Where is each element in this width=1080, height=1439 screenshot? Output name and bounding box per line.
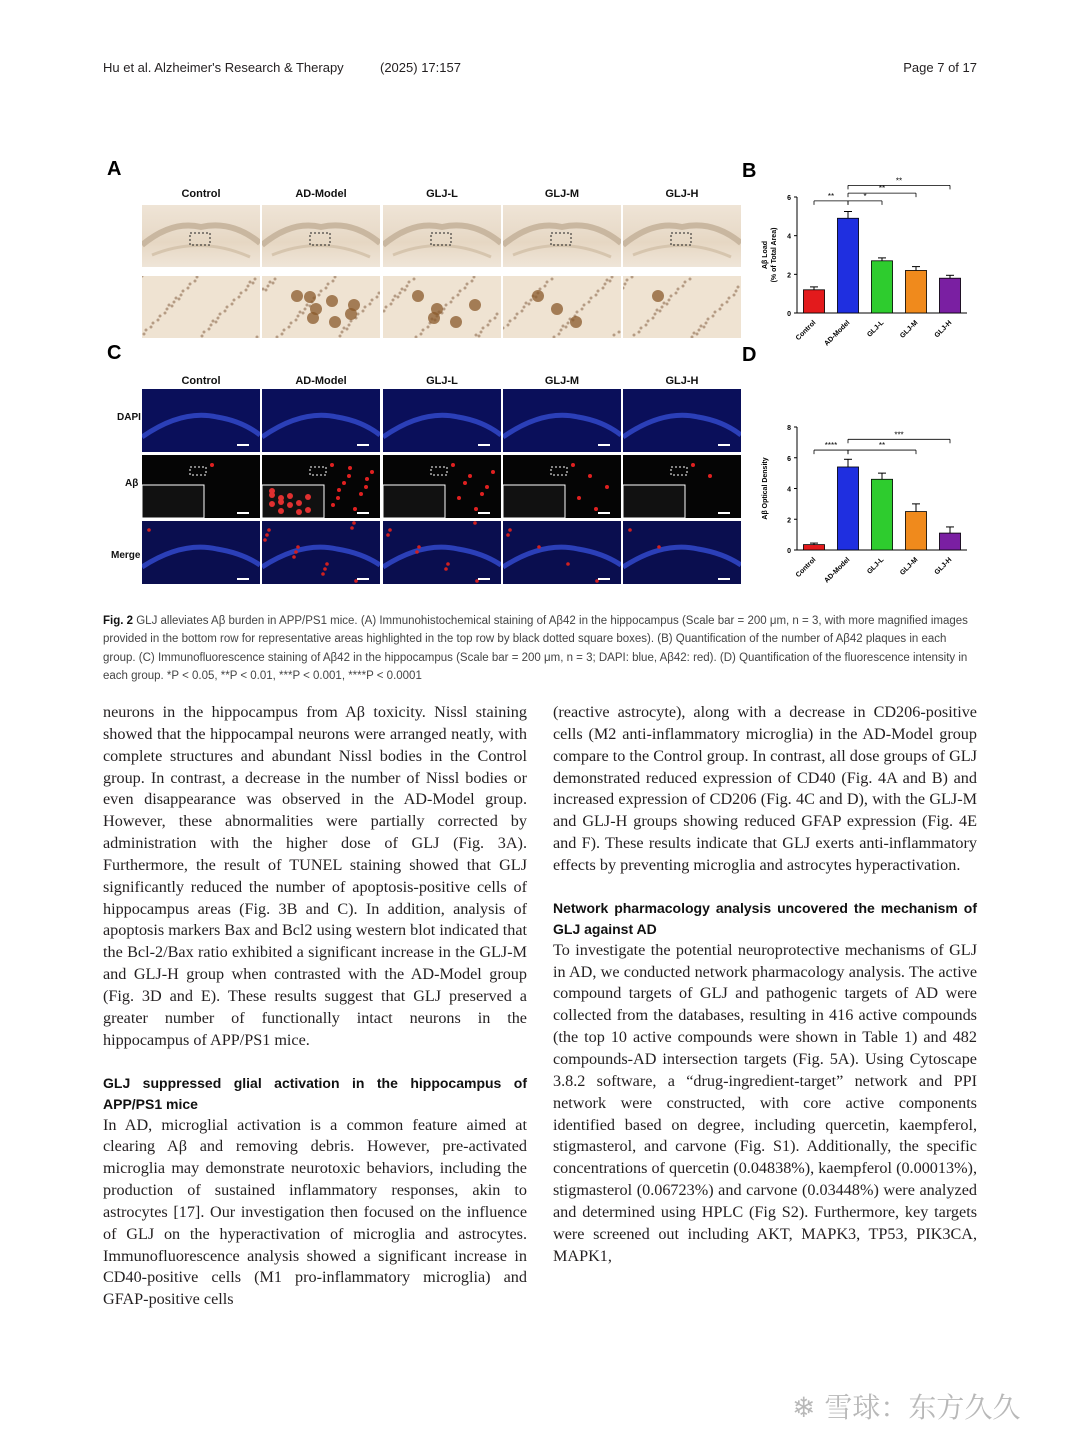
y-axis-label: Aβ Load bbox=[762, 241, 769, 269]
y-tick-label: 2 bbox=[787, 517, 791, 525]
if-merge-image bbox=[623, 521, 741, 584]
bar bbox=[939, 533, 960, 550]
right-column bbox=[553, 702, 977, 1267]
section-heading-glial: GLJ suppressed glial activation in the hippocampus of APP/PS1 mice bbox=[103, 1074, 527, 1112]
ihc-overview-image bbox=[383, 205, 501, 267]
y-tick-label: 8 bbox=[787, 425, 791, 432]
ihc-magnified-image bbox=[142, 276, 260, 338]
ihc-magnified-image bbox=[623, 276, 741, 338]
ihc-overview-image bbox=[623, 205, 741, 267]
if-merge-image bbox=[503, 521, 621, 584]
x-tick-label: AD-Model bbox=[823, 556, 852, 585]
if-dapi-image bbox=[262, 389, 380, 452]
bar bbox=[871, 261, 892, 313]
caption-label: Fig. 2 bbox=[103, 615, 134, 627]
left-paragraph-2: In AD, microglial activation is a common feature aimed at clearing Aβ and removing debris. However, pre-activated microglia may demonstrate neurotoxic behaviors, including the production of sustained inflammatory responses, akin to astrocytes [17]. Our investigation then focused on the influence of GLJ on the hyperactivation of microglia and astrocytes. Immunofluorescence analysis showed a significant increase in CD40-positive cells (M1 pro-inflammatory microglia) and GFAP-positive cells bbox=[103, 1115, 527, 1309]
ihc-group-label-glj-m: GLJ-M bbox=[544, 188, 580, 200]
right-paragraph-1: (reactive astrocyte), along with a decrease in CD206-positive cells (M2 anti-inflammatory microglia) in the AD-Model group compare to the Control group. In contrast, all dose groups of GLJ demonstrated reduced expression of CD40 (Fig. 4A and B) and increased expression of CD206 (Fig. 4C and D), with the GLJ-M and GLJ-H groups showing reduced GFAP expression (Fig. 4E and F). These results indicate that GLJ exerts anti-inflammatory effects by preventing microglia and astrocytes hyperactivation. bbox=[553, 703, 977, 874]
running-header-authors: Hu et al. Alzheimer's Research & Therapy bbox=[103, 60, 344, 75]
if-dapi-image bbox=[503, 389, 621, 452]
bar bbox=[803, 290, 824, 313]
significance-marker: ** bbox=[878, 441, 886, 451]
x-tick-label: GLJ-H bbox=[933, 556, 954, 577]
running-header-page: Page 7 of 17 bbox=[903, 60, 977, 75]
y-tick-label: 2 bbox=[787, 272, 791, 280]
y-tick-label: 4 bbox=[787, 486, 791, 494]
if-abeta-image bbox=[383, 455, 501, 518]
chart-d bbox=[755, 415, 985, 595]
y-axis-label-line2: (% of Total Area) bbox=[771, 227, 778, 283]
if-group-label-glj-l: GLJ-L bbox=[426, 375, 458, 387]
x-tick-label: Control bbox=[794, 319, 818, 343]
if-group-label-control: Control bbox=[181, 375, 221, 387]
watermark-text: 雪球：东方久久 bbox=[824, 1391, 1021, 1424]
left-paragraph-1: neurons in the hippocampus from Aβ toxicity. Nissl staining showed that the hippocampal neurons were arranged neatly, with complete structures and abundant Nissl bodies in the Control group. In contrast, a decrease in the number of Nissl bodies or even disappearance was observed in the AD-Model group. However, these abnormalities were partially corrected by administration with the higher dose of GLJ (Fig. 3A). Furthermore, the result of TUNEL staining showed that GLJ significantly reduced the number of apoptosis-positive cells of hippocampus areas (Fig. 3B and C). In addition, analysis of apoptosis markers Bax and Bcl2 using western blot indicated that the Bcl-2/Bax ratio exhibited a significant increase in the GLJ-M and GLJ-H group when contrasted with the AD-Model group (Fig. 3D and E). These results suggest that GLJ preserved a greater number of functionally intact neurons in the hippocampus of APP/PS1 mice. bbox=[103, 703, 527, 1049]
snowball-logo-icon: ❄ bbox=[792, 1391, 816, 1424]
y-tick-label: 6 bbox=[787, 455, 791, 463]
if-dapi-image bbox=[142, 389, 260, 452]
panel-letter-d: D bbox=[742, 344, 757, 366]
y-tick-label: 0 bbox=[787, 311, 791, 318]
significance-marker: *** bbox=[894, 430, 904, 440]
panel-letter-b: B bbox=[742, 160, 757, 182]
panel-letter-c: C bbox=[107, 342, 122, 364]
if-group-label-glj-h: GLJ-H bbox=[665, 375, 699, 387]
y-tick-label: 0 bbox=[787, 548, 791, 555]
bar bbox=[905, 512, 926, 550]
panel-letter-a: A bbox=[107, 158, 122, 180]
bar bbox=[939, 278, 960, 313]
x-tick-label: GLJ-M bbox=[899, 319, 920, 340]
if-dapi-image bbox=[623, 389, 741, 452]
bar bbox=[837, 467, 858, 550]
chart-b bbox=[755, 175, 985, 355]
row-label-abeta: Aβ bbox=[125, 478, 139, 489]
if-abeta-image bbox=[623, 455, 741, 518]
figure-2 bbox=[0, 0, 1080, 600]
right-paragraph-2: To investigate the potential neuroprotective mechanisms of GLJ in AD, we conducted network pharmacology analysis. The active compound targets of GLJ and pathogenic targets of AD were collected from the databases, resulting in 416 active compounds (the top 10 active compounds were shown in Table 1) and 482 compounds-AD intersection targets (Fig. 5A). Using Cytoscape 3.8.2 software, a “drug-ingredient-target” network and PPI network were constructed, with core active components identified based on degree, including quercetin, kaempferol, stigmasterol, and carvone (Fig. S1). Additionally, the specific concentrations of quercetin (0.04838%), kaempferol (0.00013%), stigmasterol (0.06723%) and carvone (0.03448%) were analyzed and determined using HPLC (Fig S2). Furthermore, key targets were screened out including AKT, MAPK3, TP53, PIK3CA, MAPK1, bbox=[553, 940, 977, 1265]
ihc-magnified-image bbox=[383, 276, 501, 338]
bar bbox=[837, 218, 858, 313]
significance-marker: **** bbox=[824, 441, 838, 451]
ihc-group-label-glj-h: GLJ-H bbox=[665, 188, 699, 200]
caption-text: GLJ alleviates Aβ burden in APP/PS1 mice. (A) Immunohistochemical staining of Aβ42 in the hippocampus (Scale bar = 200 μm, n = 3, with more magnified images provided in the bottom row for representative areas highlighted in the top row by black dotted square boxes). (B) Quantification of the number of Aβ42 plaques in each group. (C) Immunofluorescence staining of Aβ42 in the hippocampus (Scale bar = 200 μm, n = 3; DAPI: blue, Aβ42: red). (D) Quantification of the fluorescence intensity in each group. *P < 0.05, **P < 0.01, ***P < 0.001, ****P < 0.0001 bbox=[103, 615, 968, 683]
x-tick-label: GLJ-L bbox=[866, 556, 886, 576]
watermark bbox=[792, 1386, 1020, 1426]
ihc-overview-image bbox=[142, 205, 260, 267]
figure-caption bbox=[103, 612, 977, 686]
y-axis-label: Aβ Optical Density bbox=[762, 457, 769, 520]
if-merge-image bbox=[142, 521, 260, 584]
significance-marker: ** bbox=[878, 184, 886, 194]
ihc-overview-image bbox=[503, 205, 621, 267]
x-tick-label: GLJ-L bbox=[866, 319, 886, 339]
if-abeta-image bbox=[503, 455, 621, 518]
if-group-label-glj-m: GLJ-M bbox=[544, 375, 580, 387]
running-header-citation: (2025) 17:157 bbox=[380, 60, 461, 75]
ihc-group-label-glj-l: GLJ-L bbox=[426, 188, 458, 200]
y-tick-label: 4 bbox=[787, 233, 791, 241]
y-tick-label: 6 bbox=[787, 195, 791, 202]
if-merge-image bbox=[262, 521, 380, 584]
section-heading-network: Network pharmacology analysis uncovered the mechanism of GLJ against AD bbox=[553, 899, 977, 937]
significance-marker: ** bbox=[827, 191, 835, 201]
bar bbox=[871, 479, 892, 550]
ihc-group-label-ad-model: AD-Model bbox=[295, 188, 347, 200]
if-abeta-image bbox=[262, 455, 380, 518]
row-label-merge: Merge bbox=[111, 550, 141, 561]
if-dapi-image bbox=[383, 389, 501, 452]
x-tick-label: AD-Model bbox=[823, 319, 852, 348]
ihc-magnified-image bbox=[503, 276, 621, 338]
significance-marker: * bbox=[863, 191, 867, 201]
x-tick-label: Control bbox=[794, 556, 818, 580]
x-tick-label: GLJ-M bbox=[899, 556, 920, 577]
if-merge-image bbox=[383, 521, 501, 584]
if-group-label-ad-model: AD-Model bbox=[295, 375, 347, 387]
row-label-dapi: DAPI bbox=[117, 412, 141, 423]
x-tick-label: GLJ-H bbox=[933, 319, 954, 340]
ihc-group-label-control: Control bbox=[181, 188, 221, 200]
bar bbox=[905, 270, 926, 313]
if-abeta-image bbox=[142, 455, 260, 518]
left-column bbox=[103, 702, 527, 1311]
ihc-overview-image bbox=[262, 205, 380, 267]
bar bbox=[803, 545, 824, 550]
significance-marker: ** bbox=[895, 176, 903, 186]
ihc-magnified-image bbox=[262, 276, 380, 338]
